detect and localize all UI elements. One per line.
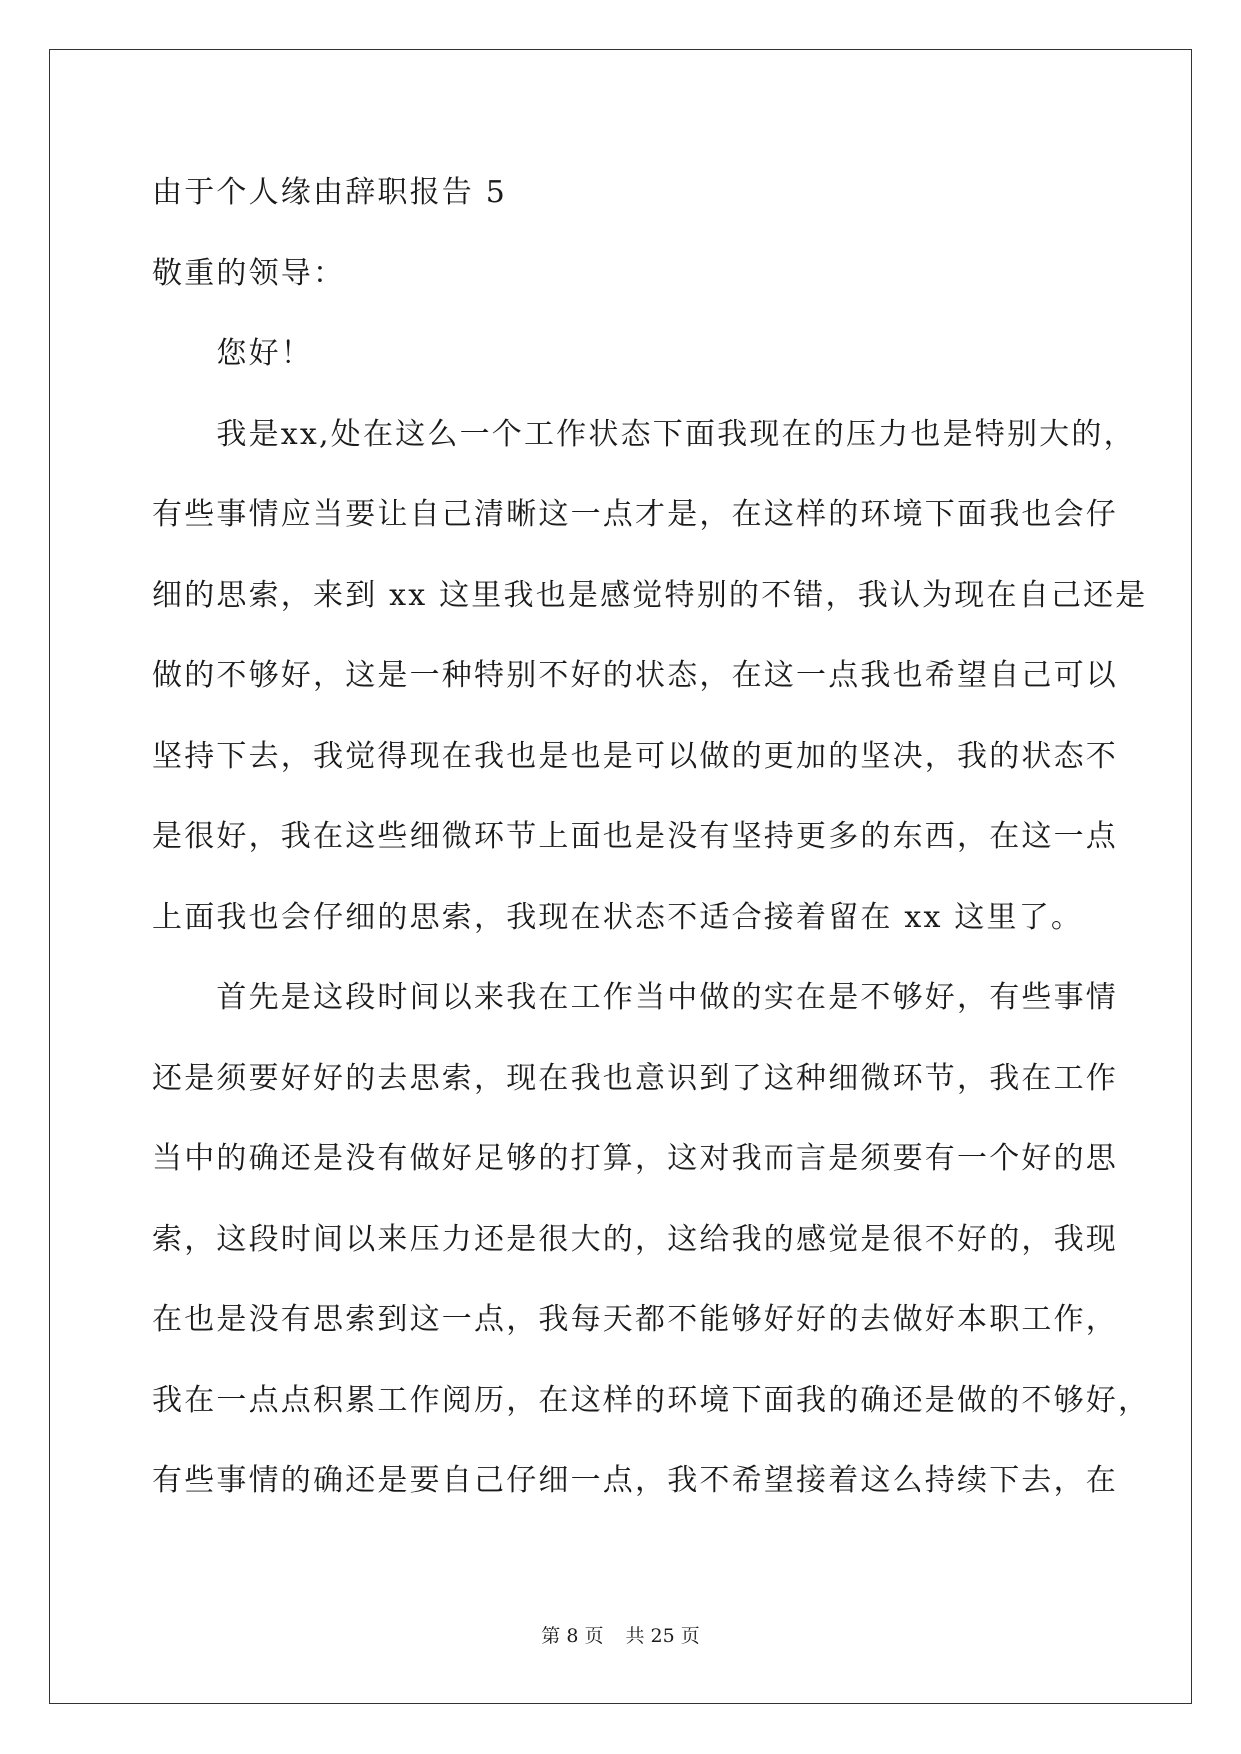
page-border: [49, 49, 1192, 1704]
body-line: 有些事情应当要让自己清晰这一点才是，在这样的环境下面我也会仔: [152, 497, 1118, 532]
body-line: 在也是没有思索到这一点，我每天都不能够好好的去做好本职工作，: [152, 1302, 1118, 1337]
body-line: 坚持下去，我觉得现在我也是也是可以做的更加的坚决，我的状态不: [152, 739, 1118, 774]
body-line: 您好！: [152, 336, 313, 371]
body-line: 上面我也会仔细的思索，我现在状态不适合接着留在 xx 这里了。: [152, 900, 1084, 935]
body-line: 有些事情的确还是要自己仔细一点，我不希望接着这么持续下去，在: [152, 1463, 1118, 1498]
body-line: 首先是这段时间以来我在工作当中做的实在是不够好，有些事情: [152, 980, 1118, 1015]
page-footer: [0, 1624, 1241, 1648]
document-title: 由于个人缘由辞职报告 5: [152, 175, 508, 210]
page-total: 共 25 页: [625, 1625, 700, 1647]
body-line: 是很好，我在这些细微环节上面也是没有坚持更多的东西，在这一点: [152, 819, 1118, 854]
body-line: 当中的确还是没有做好足够的打算，这对我而言是须要有一个好的思: [152, 1141, 1118, 1176]
salutation: 敬重的领导：: [152, 256, 346, 291]
body-line: 还是须要好好的去思索，现在我也意识到了这种细微环节，我在工作: [152, 1061, 1118, 1096]
body-line: 我是xx,处在这么一个工作状态下面我现在的压力也是特别大的，: [152, 417, 1136, 452]
body-line: 细的思索，来到 xx 这里我也是感觉特别的不错，我认为现在自己还是: [152, 578, 1148, 613]
body-line: 索，这段时间以来压力还是很大的，这给我的感觉是很不好的，我现: [152, 1222, 1118, 1257]
page-number: 第 8 页: [541, 1625, 604, 1647]
body-line: 我在一点点积累工作阅历，在这样的环境下面我的确还是做的不够好，: [152, 1383, 1151, 1418]
body-line: 做的不够好，这是一种特别不好的状态，在这一点我也希望自己可以: [152, 658, 1118, 693]
